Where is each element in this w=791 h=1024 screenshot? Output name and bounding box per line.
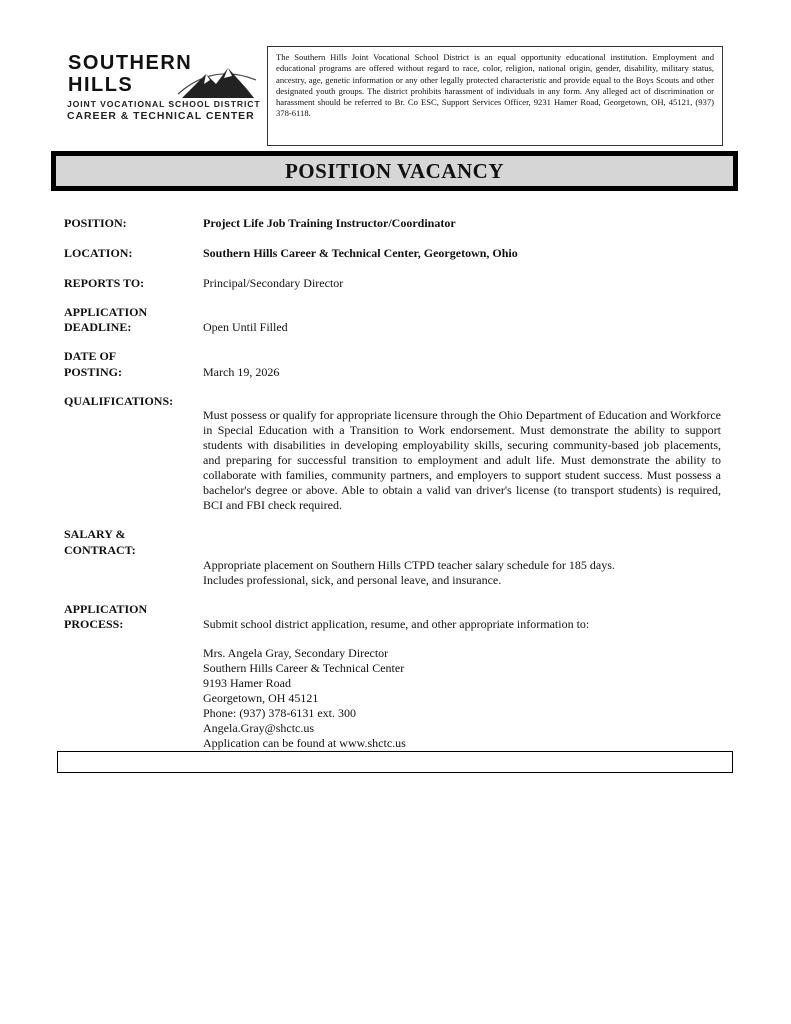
salary-label-line-2: CONTRACT:	[64, 543, 136, 557]
contact-organization: Southern Hills Career & Technical Center	[203, 661, 405, 675]
location-value: Southern Hills Career & Technical Center, Georgetown, Ohio	[203, 246, 518, 260]
contact-street: 9193 Hamer Road	[203, 676, 291, 690]
qualifications-value: Must possess or qualify for appropriate licensure through the Ohio Department of Education and Workforce in Special Education with a Transition to Work endorsement. Must demonstrate the ability to support students with disabilities in developing employability skills, securing community-based job placements, and preparing for successful transition to employment and adult life. Must demonstrate the ability to collaborate with families, community partners, and employers to support student success. Must possess a bachelor's degree or above. Able to obtain a valid van driver's license (to transport students) is required, BCI and FBI check required.	[203, 408, 722, 512]
posting-value: March 19, 2026	[203, 365, 280, 379]
logo-line-2: HILLS	[68, 74, 134, 96]
process-label-line-2: PROCESS:	[64, 617, 124, 631]
contact-email: Angela.Gray@shctc.us	[203, 721, 315, 735]
contact-phone: Phone: (937) 378-6131 ext. 300	[203, 706, 356, 720]
equal-opportunity-notice: The Southern Hills Joint Vocational School District is an equal opportunity educational institution. Employment and educational programs are offered without regard to race, color, religion, national origin, gender, disability, military status, ancestry, age, genetic information or any other legally protected characteristic and provide equal to the Boys Scouts and other designated youth groups. The district prohibits harassment of individuals in any form. Any alleged act of discrimination or harassment should be referred to Br. Co ESC, Support Services Officer, 9231 Hamer Road, Georgetown, OH, 45121, (937) 378-6118.	[267, 46, 723, 146]
position-label: POSITION:	[64, 216, 127, 230]
reports-to-value: Principal/Secondary Director	[203, 276, 344, 290]
salary-label-line-1: SALARY &	[64, 527, 126, 541]
deadline-label-line-2: DEADLINE:	[64, 320, 132, 334]
page-title: POSITION VACANCY	[284, 158, 504, 183]
qualifications-label: QUALIFICATIONS:	[64, 394, 174, 408]
process-label-line-1: APPLICATION	[64, 602, 148, 616]
location-label: LOCATION:	[64, 246, 133, 260]
salary-value-line-1: Appropriate placement on Southern Hills CTPD teacher salary schedule for 185 days.	[203, 558, 615, 572]
salary-value-line-2: Includes professional, sick, and personal leave, and insurance.	[203, 573, 502, 587]
logo-line-4: CAREER & TECHNICAL CENTER	[67, 111, 255, 122]
contact-name: Mrs. Angela Gray, Secondary Director	[203, 646, 389, 660]
title-banner	[51, 151, 738, 191]
school-logo	[62, 50, 262, 130]
contact-city: Georgetown, OH 45121	[203, 691, 319, 705]
reports-to-label: REPORTS TO:	[64, 276, 145, 290]
deadline-value: Open Until Filled	[203, 320, 288, 334]
mountains-icon	[176, 58, 258, 98]
deadline-label-line-1: APPLICATION	[64, 305, 148, 319]
posting-label-line-1: DATE OF	[64, 349, 117, 363]
bottom-border-box	[57, 751, 733, 773]
process-intro: Submit school district application, resume, and other appropriate information to:	[203, 617, 590, 631]
logo-line-3: JOINT VOCATIONAL SCHOOL DISTRICT	[67, 99, 261, 109]
application-website: Application can be found at www.shctc.us	[203, 736, 406, 750]
logo-line-1: SOUTHERN	[68, 52, 193, 74]
posting-label-line-2: POSTING:	[64, 365, 123, 379]
position-value: Project Life Job Training Instructor/Coordinator	[203, 216, 456, 230]
